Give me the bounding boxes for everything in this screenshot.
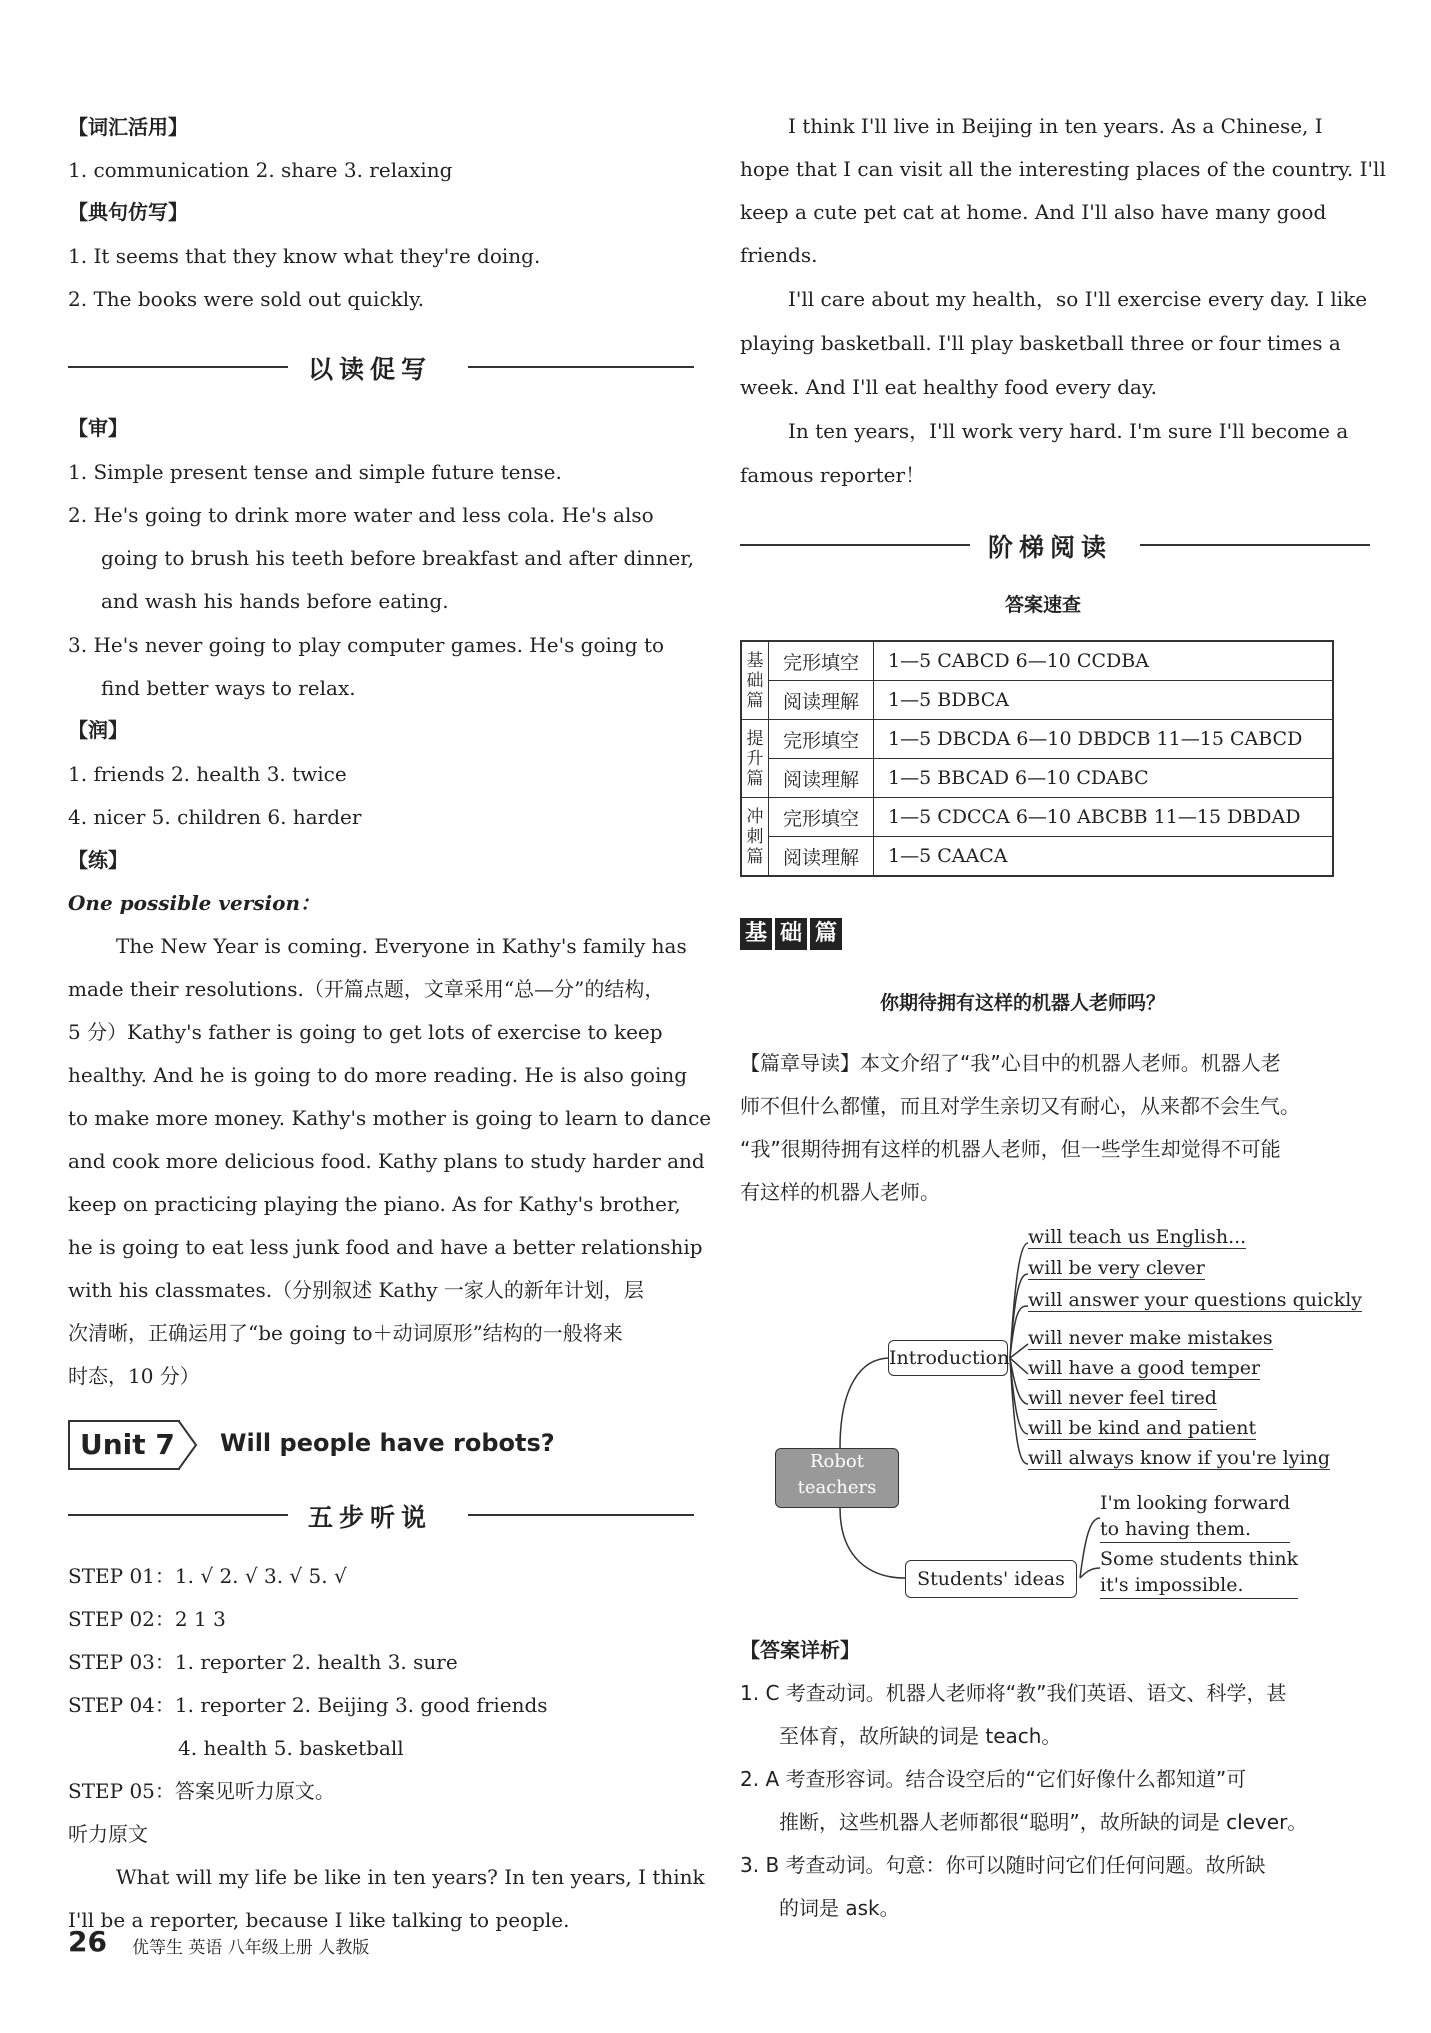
guide-line: “我”很期待拥有这样的机器人老师，但一些学生却觉得不可能 [740,1137,1281,1161]
group-label: 冲 刺 篇 [741,798,769,877]
mind-map [760,1226,1363,1618]
student-idea [1100,1546,1298,1599]
row-answer: 1—5 BBCAD 6—10 CDABC [874,759,1334,798]
row-type: 阅读理解 [769,759,874,798]
listening-heading: 听力原文 [68,1822,148,1846]
book-info: 优等生 英语 八年级上册 人教版 [132,1938,370,1958]
basic-section-label [740,918,845,950]
essay-line: healthy. And he is going to do more reading. He is also going [68,1063,688,1087]
essay-line: with his classmates.（分别叙述 Kathy 一家人的新年计划，层 [68,1278,644,1302]
table-row [741,837,1333,877]
essay-line: 次清晰，正确运用了“be going to＋动词原形”结构的一般将来 [68,1321,623,1345]
step-03: STEP 03：1. reporter 2. health 3. sure [68,1650,458,1674]
unit-title: Will people have robots? [220,1429,555,1457]
essay-right-line: hope that I can visit all the interesting places of the country. I'll [740,157,1386,181]
section-read-write [68,346,694,386]
student-idea [1100,1490,1290,1543]
row-type: 完形填空 [769,720,874,759]
shen-item-3-cont: find better ways to relax. [101,676,356,700]
student-idea-text: I'm looking forward [1100,1492,1291,1514]
essay-right-line: I think I'll live in Beijing in ten years. As a Chinese, I [788,114,1323,138]
student-idea-text: Some students think [1100,1548,1299,1570]
essay-line: 时态，10 分） [68,1364,200,1388]
section-title: 五步听说 [308,1503,433,1532]
intro-item: will answer your questions quickly [1028,1289,1363,1311]
run-heading: 【润】 [68,718,128,742]
row-answer: 1—5 CAACA [874,837,1334,877]
intro-item: will never feel tired [1028,1387,1217,1409]
essay-line: made their resolutions.（开篇点题，文章采用“总—分”的结构， [68,977,665,1001]
step-04-cont: 4. health 5. basketball [178,1736,404,1760]
guide-line: 师不但什么都懂，而且对学生亲切又有耐心，从来都不会生气。 [740,1094,1300,1118]
detail-line: 2. A 考查形容词。结合设空后的“它们好像什么都知道”可 [740,1767,1247,1791]
intro-item: will always know if you're lying [1028,1447,1330,1469]
step-02: STEP 02：2 1 3 [68,1607,226,1631]
lian-heading: 【练】 [68,848,128,872]
essay-line: to make more money. Kathy's mother is going to learn to dance [68,1106,712,1130]
essay-right-line: keep a cute pet cat at home. And I'll also have many good [740,200,1327,224]
row-answer: 1—5 CDCCA 6—10 ABCBB 11—15 DBDAD [874,798,1334,837]
shen-item-3: 3. He's never going to play computer games. He's going to [68,633,665,657]
essay-right-line: week. And I'll eat healthy food every day. [740,375,1157,399]
sentence-answer-1: 1. It seems that they know what they're doing. [68,244,541,268]
listening-text: I'll be a reporter, because I like talking to people. [68,1908,570,1932]
guide-line: 【篇章导读】本文介绍了“我”心目中的机器人老师。机器人老 [740,1051,1281,1075]
sentence-answer-2: 2. The books were sold out quickly. [68,287,425,311]
shen-item-2-cont: and wash his hands before eating. [101,589,449,613]
quick-answer-title: 答案速查 [1005,594,1082,616]
step-05: STEP 05：答案见听力原文。 [68,1779,335,1803]
intro-item: will never make mistakes [1028,1327,1273,1349]
essay-line: he is going to eat less junk food and have a better relationship [68,1235,703,1259]
intro-item: will teach us English... [1028,1226,1247,1248]
section-title: 以读促写 [308,355,433,384]
row-type: 完形填空 [769,641,874,681]
essay-right-line: friends. [740,243,818,267]
student-idea-text: to having them. [1100,1518,1252,1540]
page-number: 26 [68,1925,107,1958]
unit-label: Unit 7 [80,1428,175,1461]
run-answers-1: 1. friends 2. health 3. twice [68,762,347,786]
shen-heading: 【审】 [68,416,128,440]
student-idea-text: it's impossible. [1100,1574,1244,1596]
detail-heading: 【答案详析】 [740,1638,860,1662]
version-label: One possible version： [68,891,320,915]
row-answer: 1—5 BDBCA [874,681,1334,720]
essay-right-line: I'll care about my health，so I'll exercise every day. I like [788,287,1368,311]
listening-text: What will my life be like in ten years? In ten years, I think [116,1865,705,1889]
essay-line: 5 分）Kathy's father is going to get lots of exercise to keep [68,1020,663,1044]
center-node [775,1448,899,1508]
article-title: 你期待拥有这样的机器人老师吗？ [880,992,1166,1014]
detail-line: 1. C 考查动词。机器人老师将“教”我们英语、语文、科学，甚 [740,1681,1287,1705]
students-ideas-node: Students' ideas [905,1560,1077,1598]
vocab-heading: 【词汇活用】 [68,115,188,139]
table-row [741,720,1333,759]
section-ladder-reading [740,524,1370,564]
center-node-text: teachers [797,1477,877,1498]
detail-line: 的词是 ask。 [779,1896,900,1920]
section-title: 阶梯阅读 [988,533,1113,562]
group-label: 提 升 篇 [741,720,769,798]
essay-right-line: In ten years，I'll work very hard. I'm sure I'll become a [788,419,1349,443]
essay-right-line: famous reporter！ [740,463,926,487]
table-row [741,759,1333,798]
guide-line: 有这样的机器人老师。 [740,1180,940,1204]
essay-right-line: playing basketball. I'll play basketball three or four times a [740,331,1341,355]
run-answers-2: 4. nicer 5. children 6. harder [68,805,362,829]
answer-table [740,640,1334,877]
unit-badge [68,1420,193,1470]
row-type: 完形填空 [769,798,874,837]
detail-line: 至体育，故所缺的词是 teach。 [779,1724,1062,1748]
table-row [741,641,1333,681]
vocab-answers: 1. communication 2. share 3. relaxing [68,158,453,182]
intro-item: will be kind and patient [1028,1417,1257,1439]
shen-item-2-cont: going to brush his teeth before breakfast and after dinner, [101,546,695,570]
essay-line: keep on practicing playing the piano. As for Kathy's brother, [68,1192,681,1216]
step-04: STEP 04：1. reporter 2. Beijing 3. good friends [68,1693,548,1717]
step-01: STEP 01：1. √ 2. √ 3. √ 5. √ [68,1564,347,1588]
row-answer: 1—5 DBCDA 6—10 DBDCB 11—15 CABCD [874,720,1334,759]
essay-line: and cook more delicious food. Kathy plans to study harder and [68,1149,705,1173]
group-label: 基 础 篇 [741,641,769,720]
row-type: 阅读理解 [769,681,874,720]
center-node-text: Robot [810,1451,864,1472]
introduction-node: Introduction [888,1340,1008,1376]
basic-label-char: 篇 [810,918,842,950]
detail-line: 推断，这些机器人老师都很“聪明”，故所缺的词是 clever。 [779,1810,1308,1834]
row-answer: 1—5 CABCD 6—10 CCDBA [874,641,1334,681]
intro-item: will have a good temper [1028,1357,1261,1379]
shen-item-2: 2. He's going to drink more water and less cola. He's also [68,503,654,527]
sentence-heading: 【典句仿写】 [68,200,188,224]
essay-line: The New Year is coming. Everyone in Kathy's family has [116,934,687,958]
basic-label-char: 础 [775,918,807,950]
detail-line: 3. B 考查动词。句意：你可以随时问它们任何问题。故所缺 [740,1853,1266,1877]
basic-label-char: 基 [740,918,772,950]
section-listen-speak [68,1494,694,1534]
intro-item: will be very clever [1028,1257,1205,1279]
shen-item-1: 1. Simple present tense and simple future tense. [68,460,562,484]
unit-arrow-icon [176,1420,198,1470]
table-row [741,681,1333,720]
row-type: 阅读理解 [769,837,874,877]
table-row [741,798,1333,837]
